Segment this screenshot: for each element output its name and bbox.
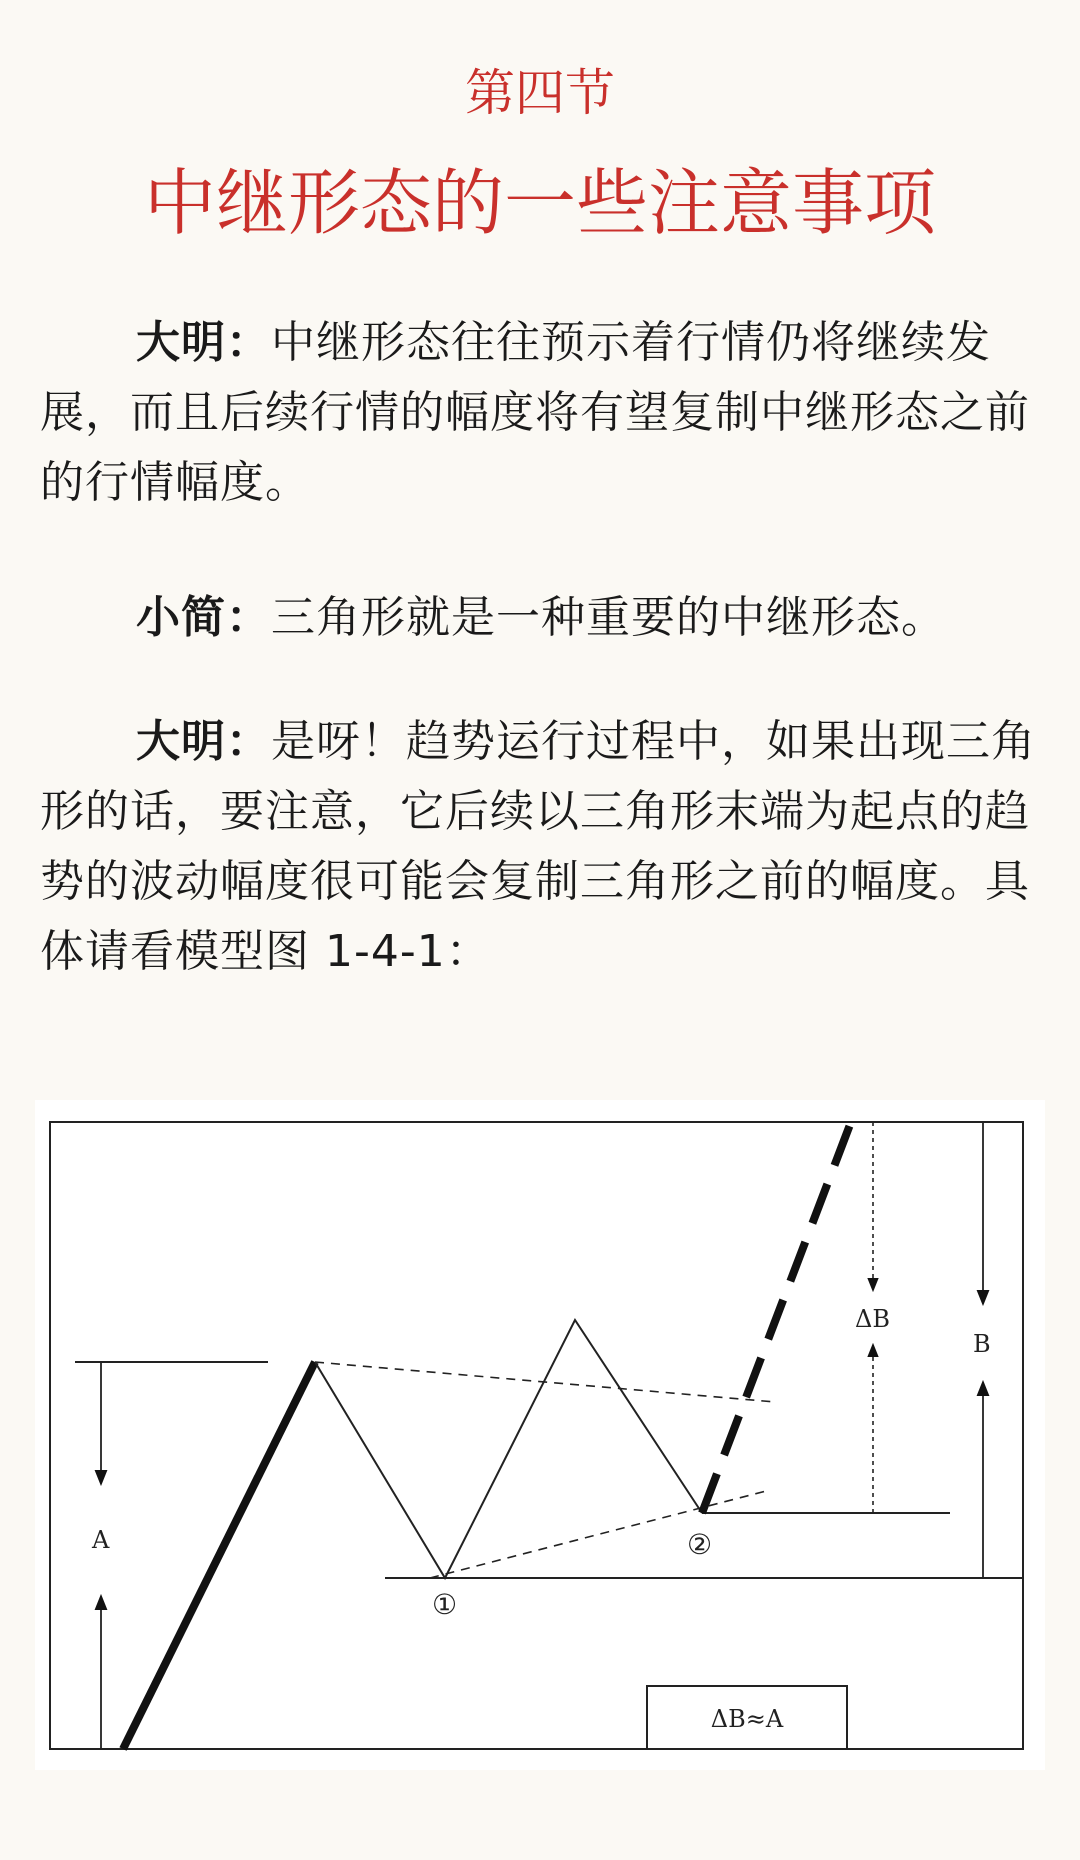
lower-dashed-trendline: [430, 1490, 770, 1578]
section-title: 中继形态的一些注意事项: [143, 161, 936, 245]
point-marker-2: ②: [687, 1528, 713, 1561]
speaker-label: 大明：: [136, 716, 271, 767]
paragraph-text: 中继形态往往预示着行情仍将继续发展，而且后续行情的幅度将有望复制中继形态之前的行情幅度。: [40, 317, 1030, 508]
label-delta-b: ΔB: [855, 1305, 890, 1333]
section-label: 第四节: [465, 64, 615, 122]
paragraph-text: 三角形就是一种重要的中继形态。: [271, 592, 946, 643]
speaker-label: 大明：: [136, 317, 271, 368]
paragraph-text: 是呀！趋势运行过程中，如果出现三角形的话，要注意，它后续以三角形末端为起点的趋势的波动幅度很可能会复制三角形之前的幅度。具体请看模型图 1-4-1：: [40, 716, 1036, 977]
upper-dashed-trendline: [315, 1362, 775, 1402]
breakout-dashed-line: [702, 1122, 851, 1513]
triangle-zigzag: [315, 1320, 702, 1578]
label-a: A: [92, 1526, 110, 1554]
speaker-label: 小简：: [136, 592, 271, 643]
triangle-diagram: [35, 1100, 1045, 1770]
label-b: B: [973, 1330, 991, 1358]
prior-trend-line: [123, 1362, 315, 1749]
formula-text: ΔB≈A: [710, 1705, 784, 1733]
diagram-frame: [50, 1122, 1023, 1749]
point-marker-1: ①: [432, 1588, 458, 1621]
paragraph-1: [40, 308, 1040, 518]
triangle-model-figure: [35, 1100, 1045, 1770]
paragraph-2: [40, 583, 1040, 653]
paragraph-3: [40, 707, 1040, 987]
